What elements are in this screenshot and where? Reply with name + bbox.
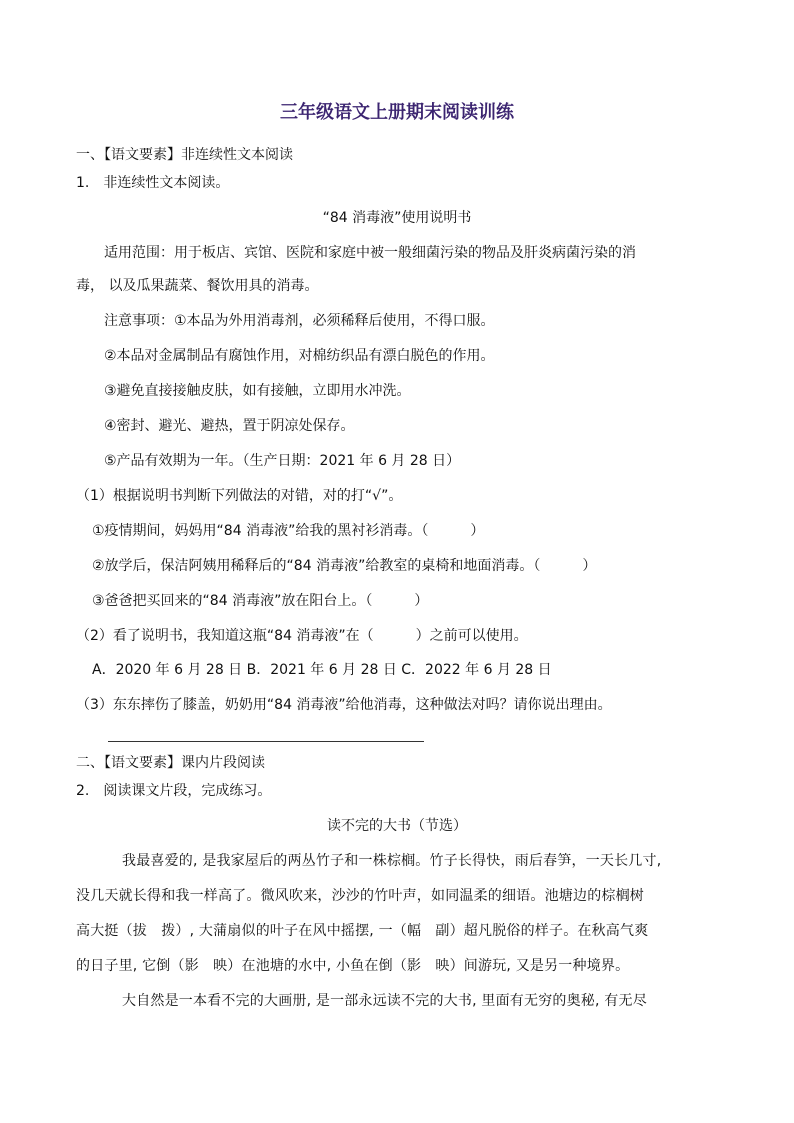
subquestion-3: （3）东东摔伤了膝盖，奶奶用“84 消毒液”给他消毒，这种做法对吗？请你说出理由。 xyxy=(76,697,612,713)
subquestion-1-item-a: ①疫情期间，妈妈用“84 消毒液”给我的黑衬衫消毒。（ ） xyxy=(92,523,485,539)
note-line-4: ④密封、避光、避热，置于阴凉处保存。 xyxy=(104,418,355,434)
scope-line-1: 适用范围：用于板店、宾馆、医院和家庭中被一般细菌污染的物品及肝炎病菌污染的消 xyxy=(104,245,636,261)
subquestion-2: （2）看了说明书，我知道这瓶“84 消毒液”在（ ）之前可以使用。 xyxy=(76,628,528,644)
note-line-5: ⑤产品有效期为一年。（生产日期：2021 年 6 月 28 日） xyxy=(104,453,461,469)
question1-intro: 1. 非连续性文本阅读。 xyxy=(76,175,230,191)
subquestion-1-item-b: ②放学后，保洁阿姨用稀释后的“84 消毒液”给教室的桌椅和地面消毒。（ ） xyxy=(92,558,597,574)
scope-line-2: 毒， 以及瓜果蔬菜、餐饮用具的消毒。 xyxy=(76,278,319,294)
passage-p1-line-4: 的日子里, 它倒（影 映）在池塘的水中, 小鱼在倒（影 映）间游玩, 又是另一种境界。 xyxy=(76,958,630,974)
note-line-2: ②本品对金属制品有腐蚀作用，对棉纺织品有漂白脱色的作用。 xyxy=(104,348,495,364)
passage-p1-line-1: 我最喜爱的, 是我家屋后的两丛竹子和一株棕榈。竹子长得快，雨后春笋，一天长几寸, xyxy=(122,853,662,869)
note-line-1: 注意事项：①本品为外用消毒剂，必须稀释后使用，不得口服。 xyxy=(104,313,495,329)
passage-p1-line-3: 高大挺（拔 拨）, 大蒲扇似的叶子在风中摇摆, 一（幅 副）超凡脱俗的样子。在秋高气爽 xyxy=(76,923,649,939)
note-line-3: ③避免直接接触皮肤，如有接触，立即用水冲洗。 xyxy=(104,383,411,399)
subquestion-1-item-c: ③爸爸把买回来的“84 消毒液”放在阳台上。（ ） xyxy=(92,593,429,609)
instruction-title: “84 消毒液”使用说明书 xyxy=(322,210,472,226)
passage-p1-line-2: 没几天就长得和我一样高了。微风吹来，沙沙的竹叶声，如同温柔的细语。池塘边的棕榈树 xyxy=(76,888,644,904)
question2-intro: 2. 阅读课文片段，完成练习。 xyxy=(76,783,272,799)
passage-p2-line-1: 大自然是一本看不完的大画册, 是一部永远读不完的大书, 里面有无穷的奥秘, 有无尽 xyxy=(122,993,647,1009)
section2-heading: 二、【语文要素】课内片段阅读 xyxy=(76,755,265,771)
passage-title: 读不完的大书（节选） xyxy=(327,818,467,834)
section1-heading: 一、【语文要素】非连续性文本阅读 xyxy=(76,147,293,163)
answer-underline[interactable] xyxy=(108,741,424,742)
subquestion-2-options: A．2020 年 6 月 28 日 B．2021 年 6 月 28 日 C．2022 年 6 月 28 日 xyxy=(92,662,552,678)
subquestion-1: （1）根据说明书判断下列做法的对错，对的打“√”。 xyxy=(76,488,403,504)
page-title: 三年级语文上册期末阅读训练 xyxy=(280,102,514,123)
